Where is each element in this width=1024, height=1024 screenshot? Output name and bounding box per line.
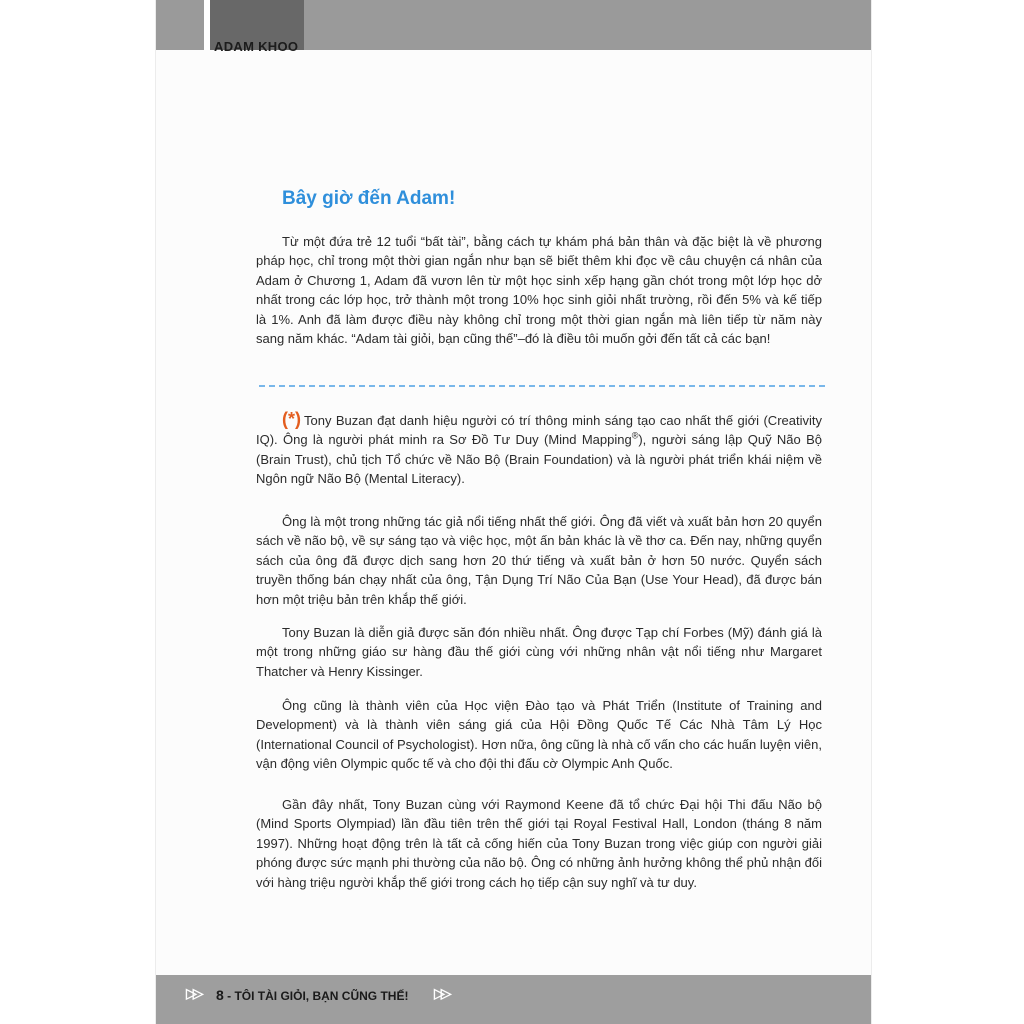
double-arrow-icon: ▷▷ (434, 985, 448, 1001)
dashed-divider (259, 385, 825, 387)
footnote-paragraph-4: Ông cũng là thành viên của Học viện Đào tạo và Phát Triển (Institute of Training and Development) và là thành viên sáng giá của Hội Đồng Quốc Tế Các Nhà Tâm Lý Học (International Council of Psychologist). Hơn nữa, ông cũng là nhà cố vấn cho các huấn luyện viên, vận động viên Olympic quốc tế và cho đội thi đấu cờ Olympic Anh Quốc. (256, 698, 822, 772)
footnote-text-part2: ), người sáng lập Quỹ Não Bộ (Brain Trust), chủ tịch Tổ chức về Não Bộ (Brain Foundation) và là người phát triển khái niệm về Ngôn ngữ Não Bộ (Mental Literacy). (256, 432, 822, 487)
running-title: ADAM KHOO (214, 39, 299, 54)
footnote-paragraph-3: Tony Buzan là diễn giả được săn đón nhiều nhất. Ông được Tạp chí Forbes (Mỹ) đánh giá là một trong những giáo sư hàng đầu thế giới cùng với những nhân vật nổi tiếng như Margaret Thatcher và Henry Kissinger. (256, 625, 822, 679)
footnote-paragraph-5: Gần đây nhất, Tony Buzan cùng với Raymond Keene đã tổ chức Đại hội Thi đấu Não bộ (Mind Sports Olympiad) lần đầu tiên trên thế giới tại Royal Festival Hall, London (tháng 8 năm 1997). Những hoạt động trên là tất cả cống hiến của Tony Buzan trong việc giúp con người giải phóng được sức mạnh phi thường của não bộ. Ông có những ảnh hưởng không thể phủ nhận đối với hàng triệu người khắp thế giới trong cách họ tiếp cận suy nghĩ và tư duy. (256, 797, 822, 890)
intro-paragraph: Từ một đứa trẻ 12 tuổi “bất tài”, bằng cách tự khám phá bản thân và đặc biệt là về phương pháp học, chỉ trong một thời gian ngắn như bạn sẽ biết thêm khi đọc về câu chuyện cá nhân của Adam ở Chương 1, Adam đã vươn lên từ một học sinh xếp hạng gần chót trong một lớp học dở nhất trong các lớp học, trở thành một trong 10% học sinh giỏi nhất trường, rồi đến 5% và kế tiếp là 1%. Anh đã làm được điều này không chỉ trong một thời gian ngắn mà liên tiếp từ năm này sang năm khác. “Adam tài giỏi, bạn cũng thế”–đó là điều tôi muốn gởi đến tất cả các bạn! (256, 234, 822, 347)
footnote-marker: (*) (282, 409, 301, 429)
footnote-paragraph-2: Ông là một trong những tác giả nổi tiếng nhất thế giới. Ông đã viết và xuất bản hơn 20 quyển sách về não bộ, về sự sáng tạo và việc học, một ấn bản khác là về thơ ca. Đến nay, những quyển sách của ông đã được dịch sang hơn 20 thứ tiếng và xuất bản ở hơn 50 nước. Quyển sách truyền thống bán chạy nhất của ông, Tận Dụng Trí Não Của Bạn (Use Your Head), đã được bán hơn một triệu bản trên khắp thế giới. (256, 514, 822, 607)
book-title: TÔI TÀI GIỎI, BẠN CŨNG THẾ! (234, 989, 409, 1003)
page-number: 8 (216, 987, 224, 1003)
section-heading: Bây giờ đến Adam! (282, 188, 456, 209)
double-arrow-icon: ▷▷ (186, 985, 200, 1001)
footer-label (216, 987, 408, 1003)
registered-mark: ® (631, 431, 639, 442)
footer-separator: - (223, 989, 235, 1003)
book-page (155, 0, 872, 1024)
footnote-paragraph-1 (256, 410, 822, 489)
footnote-text-part1: Tony Buzan đạt danh hiệu người có trí thông minh sáng tạo cao nhất thế giới (Creativity IQ). Ông là người phát minh ra Sơ Đồ Tư Duy (Mind Mapping (256, 413, 822, 448)
